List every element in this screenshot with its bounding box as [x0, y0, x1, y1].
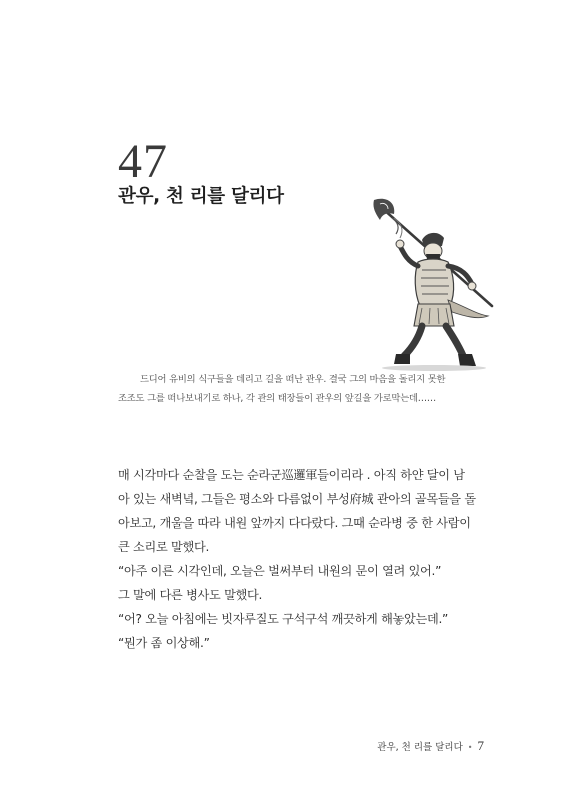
dialogue-line: “뭔가 좀 이상해.”	[118, 636, 210, 650]
body-line: 큰 소리로 말했다.	[118, 540, 210, 554]
body-line: 매 시각마다 순찰을 도는 순라군巡邏軍들이리라 . 아직 하얀 달이 남	[118, 468, 465, 482]
body-line: 아보고, 개울을 따라 내원 앞까지 다다랐다. 그때 순라병 중 한 사람이	[118, 516, 471, 530]
chapter-summary	[118, 370, 518, 408]
body-text	[118, 463, 476, 655]
dialogue-line: “아주 이른 시각인데, 오늘은 벌써부터 내원의 문이 열려 있어.”	[118, 564, 442, 578]
dialogue-line: “어? 오늘 아침에는 빗자루질도 구석구석 깨끗하게 해놓았는데.”	[118, 612, 449, 626]
page-number: 7	[477, 738, 484, 753]
summary-line-2: 조조도 그를 떠나보내기로 하나, 각 관의 태장들이 관우의 앞길을 가로막는데……	[118, 393, 436, 404]
footer-bullet: •	[467, 743, 473, 752]
guan-yu-illustration	[364, 196, 514, 376]
chapter-number: 47	[118, 135, 168, 188]
warrior-with-glaive-icon	[364, 196, 514, 376]
body-line: 아 있는 새벽녘, 그들은 평소와 다름없이 부성府城 관아의 골목들을 돌	[118, 492, 476, 506]
body-line: 그 말에 다른 병사도 말했다.	[118, 588, 263, 602]
summary-line-1: 드디어 유비의 식구들을 데리고 길을 떠난 관우. 결국 그의 마음을 돌리지 못한	[140, 374, 446, 385]
running-title: 관우, 천 리를 달리다	[377, 742, 463, 753]
page-footer	[377, 739, 484, 755]
chapter-title: 관우, 천 리를 달리다	[118, 186, 284, 207]
